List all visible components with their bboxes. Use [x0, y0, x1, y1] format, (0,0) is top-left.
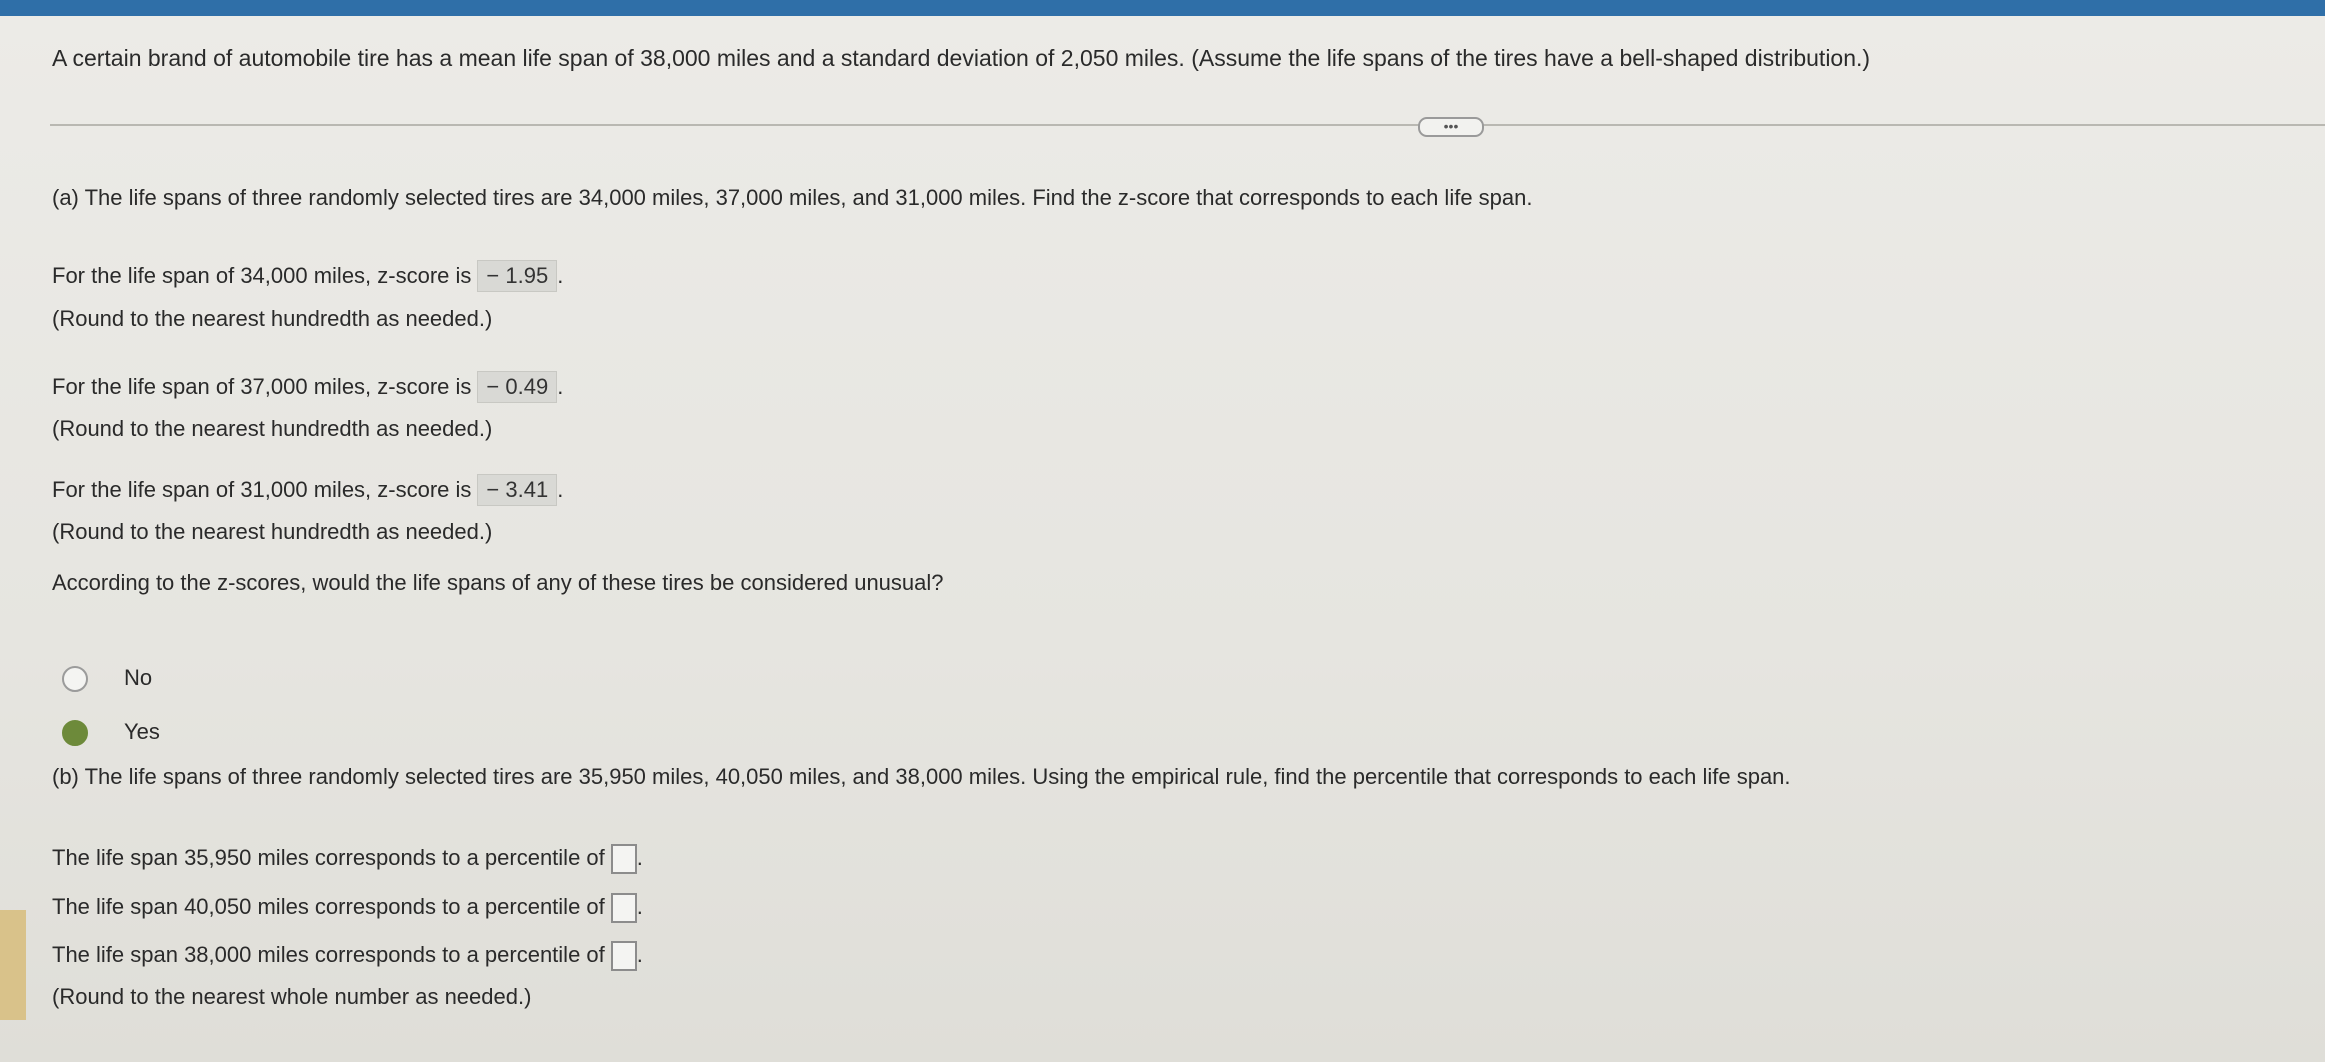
percentile-label: The life span 38,000 miles corresponds to a percentile of: [52, 942, 605, 967]
round-hint: (Round to the nearest hundredth as needed.): [52, 306, 493, 331]
percentile-row-2: The life span 40,050 miles corresponds to a percentile of .: [52, 892, 643, 923]
left-accent-bar: [0, 910, 26, 1020]
percentile-row-1: The life span 35,950 miles corresponds to a percentile of .: [52, 843, 643, 874]
z-score-label: For the life span of 34,000 miles, z-score is: [52, 263, 472, 288]
z-score-answer-1[interactable]: − 1.95: [477, 260, 557, 292]
percentile-label: The life span 40,050 miles corresponds to a percentile of: [52, 894, 605, 919]
percentile-answer-3[interactable]: [611, 941, 637, 971]
percentile-label: The life span 35,950 miles corresponds to a percentile of: [52, 845, 605, 870]
z-score-label: For the life span of 37,000 miles, z-score is: [52, 374, 472, 399]
round-hint-whole: (Round to the nearest whole number as needed.): [52, 984, 532, 1009]
z-score-label: For the life span of 31,000 miles, z-score is: [52, 477, 472, 502]
round-hint: (Round to the nearest hundredth as needed.): [52, 519, 493, 544]
percentile-answer-1[interactable]: [611, 844, 637, 874]
radio-yes-selected[interactable]: [62, 720, 88, 746]
percentile-row-3: The life span 38,000 miles corresponds to a percentile of .: [52, 940, 643, 971]
option-label-yes[interactable]: Yes: [124, 719, 160, 744]
divider: [50, 124, 2325, 126]
option-label-no[interactable]: No: [124, 665, 153, 690]
unusual-question: According to the z-scores, would the life spans of any of these tires be considered unusual?: [52, 570, 944, 595]
expand-more-button[interactable]: •••: [1418, 117, 1484, 137]
z-score-row-2: For the life span of 37,000 miles, z-score is − 0.49 .: [52, 371, 563, 403]
z-score-row-1: For the life span of 34,000 miles, z-score is − 1.95 .: [52, 260, 563, 292]
round-hint: (Round to the nearest hundredth as needed.): [52, 416, 493, 441]
radio-no[interactable]: [62, 666, 88, 692]
percentile-answer-2[interactable]: [611, 893, 637, 923]
part-b-prompt: (b) The life spans of three randomly selected tires are 35,950 miles, 40,050 miles, and 38,000 miles. Using the empirical rule, find the percentile that corresponds to each life span.: [52, 764, 1791, 789]
top-header-bar: [0, 0, 2325, 16]
z-score-answer-3[interactable]: − 3.41: [477, 474, 557, 506]
z-score-answer-2[interactable]: − 0.49: [477, 371, 557, 403]
problem-intro: A certain brand of automobile tire has a mean life span of 38,000 miles and a standard deviation of 2,050 miles. (Assume the life spans of the tires have a bell-shaped distribution.): [52, 45, 1871, 71]
z-score-row-3: For the life span of 31,000 miles, z-score is − 3.41 .: [52, 474, 563, 506]
part-a-prompt: (a) The life spans of three randomly selected tires are 34,000 miles, 37,000 miles, and 31,000 miles. Find the z-score that corresponds to each life span.: [52, 185, 1533, 210]
